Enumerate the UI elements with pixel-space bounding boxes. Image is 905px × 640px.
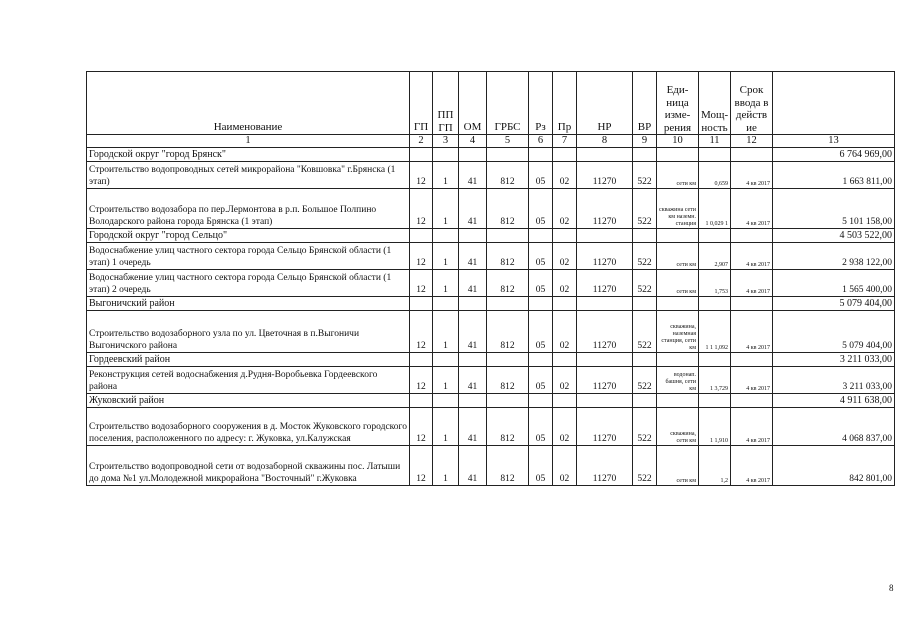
term-cell: 4 кв 2017	[731, 162, 773, 189]
column-number-cell: 7	[553, 135, 577, 148]
power-cell: 2,907	[699, 243, 731, 270]
code-pr: 02	[553, 367, 577, 394]
code-om: 41	[459, 270, 487, 297]
empty-cell	[433, 229, 459, 243]
power-cell: 1,753	[699, 270, 731, 297]
section-row	[87, 229, 895, 243]
project-name: Водоснабжение улиц частного сектора города Сельцо Брянской области (1 этап) 2 очередь	[87, 270, 410, 297]
term-cell: 4 кв 2017	[731, 367, 773, 394]
amount-cell: 5 079 404,00	[773, 311, 895, 353]
column-number-cell: 13	[773, 135, 895, 148]
code-gp: 12	[410, 270, 433, 297]
code-nr: 11270	[577, 311, 633, 353]
col-header-om: ОМ	[459, 72, 487, 135]
code-grbs: 812	[487, 243, 529, 270]
table-row	[87, 189, 895, 229]
empty-cell	[529, 297, 553, 311]
col-header-amount	[773, 72, 895, 135]
empty-cell	[699, 229, 731, 243]
code-nr: 11270	[577, 446, 633, 486]
empty-cell	[553, 353, 577, 367]
table-row	[87, 270, 895, 297]
code-ppgp: 1	[433, 311, 459, 353]
section-row	[87, 394, 895, 408]
power-cell: 1 1,910	[699, 408, 731, 446]
column-number-cell: 5	[487, 135, 529, 148]
unit-cell: сети км	[657, 270, 699, 297]
empty-cell	[731, 394, 773, 408]
empty-cell	[577, 297, 633, 311]
empty-cell	[699, 394, 731, 408]
term-cell: 4 кв 2017	[731, 270, 773, 297]
unit-cell: водонап. башня, сети км	[657, 367, 699, 394]
amount-cell: 842 801,00	[773, 446, 895, 486]
code-grbs: 812	[487, 270, 529, 297]
empty-cell	[529, 353, 553, 367]
page-number: 8	[889, 583, 894, 593]
empty-cell	[553, 148, 577, 162]
code-nr: 11270	[577, 243, 633, 270]
column-number-cell: 4	[459, 135, 487, 148]
empty-cell	[553, 229, 577, 243]
code-om: 41	[459, 367, 487, 394]
section-title: Гордеевский район	[87, 353, 410, 367]
empty-cell	[487, 297, 529, 311]
empty-cell	[553, 297, 577, 311]
term-cell: 4 кв 2017	[731, 408, 773, 446]
section-title: Городской округ "город Сельцо"	[87, 229, 410, 243]
unit-cell: скважина, сети км	[657, 408, 699, 446]
empty-cell	[459, 148, 487, 162]
col-header-unit: Еди-ница изме-рения	[657, 72, 699, 135]
code-gp: 12	[410, 446, 433, 486]
code-ppgp: 1	[433, 162, 459, 189]
code-ppgp: 1	[433, 270, 459, 297]
code-grbs: 812	[487, 311, 529, 353]
table-row	[87, 243, 895, 270]
empty-cell	[459, 394, 487, 408]
column-number-cell: 12	[731, 135, 773, 148]
code-gp: 12	[410, 189, 433, 229]
column-number-cell: 1	[87, 135, 410, 148]
section-title: Выгоничский район	[87, 297, 410, 311]
code-gp: 12	[410, 408, 433, 446]
table-row	[87, 367, 895, 394]
code-gp: 12	[410, 162, 433, 189]
amount-cell: 2 938 122,00	[773, 243, 895, 270]
code-pr: 02	[553, 408, 577, 446]
column-number-cell: 2	[410, 135, 433, 148]
empty-cell	[529, 394, 553, 408]
empty-cell	[410, 394, 433, 408]
code-om: 41	[459, 408, 487, 446]
empty-cell	[633, 297, 657, 311]
section-total: 5 079 404,00	[773, 297, 895, 311]
code-nr: 11270	[577, 367, 633, 394]
code-rz: 05	[529, 270, 553, 297]
col-header-vr: ВР	[633, 72, 657, 135]
code-ppgp: 1	[433, 367, 459, 394]
project-name: Реконструкция сетей водоснабжения д.Рудня-Воробьевка Гордеевского района	[87, 367, 410, 394]
unit-cell: сети км	[657, 162, 699, 189]
empty-cell	[731, 229, 773, 243]
column-number-cell: 8	[577, 135, 633, 148]
code-nr: 11270	[577, 270, 633, 297]
code-om: 41	[459, 311, 487, 353]
empty-cell	[487, 353, 529, 367]
project-name: Строительство водозаборного сооружения в д. Мосток Жуковского городского поселения, расположенного по адресу: г. Жуковка, ул.Калужская	[87, 408, 410, 446]
code-om: 41	[459, 162, 487, 189]
code-rz: 05	[529, 243, 553, 270]
empty-cell	[433, 394, 459, 408]
column-number-cell: 9	[633, 135, 657, 148]
code-grbs: 812	[487, 189, 529, 229]
empty-cell	[731, 297, 773, 311]
empty-cell	[433, 353, 459, 367]
code-om: 41	[459, 243, 487, 270]
section-total: 6 764 969,00	[773, 148, 895, 162]
empty-cell	[487, 148, 529, 162]
code-gp: 12	[410, 367, 433, 394]
empty-cell	[410, 148, 433, 162]
unit-cell: сети км	[657, 446, 699, 486]
power-cell: 1 0,029 1	[699, 189, 731, 229]
empty-cell	[529, 229, 553, 243]
empty-cell	[459, 297, 487, 311]
power-cell: 1,2	[699, 446, 731, 486]
column-number-row	[87, 135, 895, 148]
code-ppgp: 1	[433, 446, 459, 486]
col-header-gp: ГП	[410, 72, 433, 135]
code-grbs: 812	[487, 162, 529, 189]
amount-cell: 4 068 837,00	[773, 408, 895, 446]
code-grbs: 812	[487, 446, 529, 486]
term-cell: 4 кв 2017	[731, 446, 773, 486]
column-number-cell: 3	[433, 135, 459, 148]
column-number-cell: 6	[529, 135, 553, 148]
empty-cell	[410, 297, 433, 311]
section-total: 4 503 522,00	[773, 229, 895, 243]
empty-cell	[459, 229, 487, 243]
code-ppgp: 1	[433, 243, 459, 270]
code-om: 41	[459, 446, 487, 486]
project-name: Строительство водозабора по пер.Лермонтова в р.п. Большое Полпино Володарского района города Брянска (1 этап)	[87, 189, 410, 229]
column-number-cell: 10	[657, 135, 699, 148]
table-row	[87, 162, 895, 189]
code-gp: 12	[410, 311, 433, 353]
table-row	[87, 311, 895, 353]
code-vr: 522	[633, 311, 657, 353]
empty-cell	[633, 148, 657, 162]
empty-cell	[487, 229, 529, 243]
term-cell: 4 кв 2017	[731, 189, 773, 229]
col-header-pr: Пр	[553, 72, 577, 135]
empty-cell	[699, 353, 731, 367]
code-pr: 02	[553, 243, 577, 270]
empty-cell	[529, 148, 553, 162]
empty-cell	[433, 148, 459, 162]
empty-cell	[577, 353, 633, 367]
power-cell: 0,659	[699, 162, 731, 189]
project-name: Строительство водозаборного узла по ул. Цветочная в п.Выгоничи Выгоничского района	[87, 311, 410, 353]
amount-cell: 5 101 158,00	[773, 189, 895, 229]
code-grbs: 812	[487, 408, 529, 446]
col-header-nr: НР	[577, 72, 633, 135]
empty-cell	[487, 394, 529, 408]
code-vr: 522	[633, 446, 657, 486]
empty-cell	[633, 394, 657, 408]
power-cell: 1 3,729	[699, 367, 731, 394]
code-ppgp: 1	[433, 408, 459, 446]
code-vr: 522	[633, 367, 657, 394]
code-vr: 522	[633, 270, 657, 297]
empty-cell	[459, 353, 487, 367]
code-pr: 02	[553, 162, 577, 189]
table-row	[87, 446, 895, 486]
section-row	[87, 353, 895, 367]
section-title: Городской округ "город Брянск"	[87, 148, 410, 162]
empty-cell	[553, 394, 577, 408]
term-cell: 4 кв 2017	[731, 243, 773, 270]
power-cell: 1 1 1,092	[699, 311, 731, 353]
unit-cell: скважина, наземная станция, сети км	[657, 311, 699, 353]
unit-cell: сети км	[657, 243, 699, 270]
empty-cell	[410, 353, 433, 367]
empty-cell	[657, 148, 699, 162]
project-name: Водоснабжение улиц частного сектора города Сельцо Брянской области (1 этап) 1 очередь	[87, 243, 410, 270]
code-nr: 11270	[577, 189, 633, 229]
empty-cell	[633, 229, 657, 243]
header-row	[87, 72, 895, 135]
empty-cell	[699, 297, 731, 311]
col-header-power: Мощ-ность	[699, 72, 731, 135]
empty-cell	[577, 229, 633, 243]
section-total: 3 211 033,00	[773, 353, 895, 367]
code-pr: 02	[553, 270, 577, 297]
code-ppgp: 1	[433, 189, 459, 229]
amount-cell: 1 565 400,00	[773, 270, 895, 297]
empty-cell	[657, 297, 699, 311]
empty-cell	[657, 394, 699, 408]
column-number-cell: 11	[699, 135, 731, 148]
code-rz: 05	[529, 446, 553, 486]
code-rz: 05	[529, 162, 553, 189]
code-nr: 11270	[577, 162, 633, 189]
unit-cell: скважина сети км наземн. станция	[657, 189, 699, 229]
section-total: 4 911 638,00	[773, 394, 895, 408]
empty-cell	[657, 353, 699, 367]
col-header-grbs: ГРБС	[487, 72, 529, 135]
code-rz: 05	[529, 311, 553, 353]
code-pr: 02	[553, 311, 577, 353]
empty-cell	[657, 229, 699, 243]
empty-cell	[699, 148, 731, 162]
project-name: Строительство водопроводных сетей микрорайона "Ковшовка" г.Брянска (1 этап)	[87, 162, 410, 189]
code-pr: 02	[553, 189, 577, 229]
code-vr: 522	[633, 189, 657, 229]
empty-cell	[433, 297, 459, 311]
empty-cell	[731, 148, 773, 162]
empty-cell	[577, 394, 633, 408]
amount-cell: 1 663 811,00	[773, 162, 895, 189]
code-grbs: 812	[487, 367, 529, 394]
code-pr: 02	[553, 446, 577, 486]
empty-cell	[633, 353, 657, 367]
code-rz: 05	[529, 189, 553, 229]
section-row	[87, 297, 895, 311]
code-rz: 05	[529, 408, 553, 446]
empty-cell	[577, 148, 633, 162]
amount-cell: 3 211 033,00	[773, 367, 895, 394]
col-header-ppgp: ПП ГП	[433, 72, 459, 135]
budget-table	[86, 71, 895, 486]
col-header-name: Наименование	[87, 72, 410, 135]
code-rz: 05	[529, 367, 553, 394]
code-nr: 11270	[577, 408, 633, 446]
section-title: Жуковский район	[87, 394, 410, 408]
code-om: 41	[459, 189, 487, 229]
code-vr: 522	[633, 408, 657, 446]
term-cell: 4 кв 2017	[731, 311, 773, 353]
project-name: Строительство водопроводной сети от водозаборной скважины пос. Латыши до дома №1 ул.Молодежной микрорайона "Восточный" г.Жуковка	[87, 446, 410, 486]
table-row	[87, 408, 895, 446]
col-header-rz: Рз	[529, 72, 553, 135]
empty-cell	[410, 229, 433, 243]
col-header-term: Срок ввода в действ ие	[731, 72, 773, 135]
code-vr: 522	[633, 162, 657, 189]
section-row	[87, 148, 895, 162]
code-gp: 12	[410, 243, 433, 270]
code-vr: 522	[633, 243, 657, 270]
empty-cell	[731, 353, 773, 367]
